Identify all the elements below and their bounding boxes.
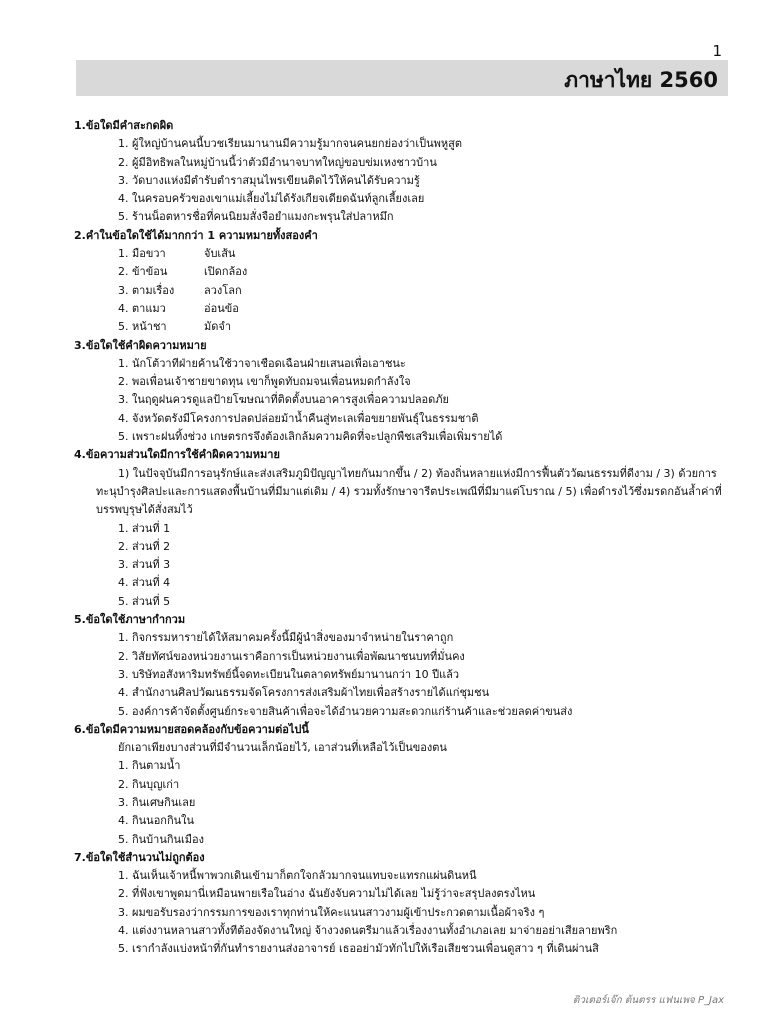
option-text: ร้านน็อตหารชื่อที่คนนิยมสั่งจือยำแมงกะพรุนใส่ปลาหมึก xyxy=(132,210,394,224)
question-text: ข้อใดใช้ภาษากำกวม xyxy=(85,613,186,627)
passage-line: บรรพบุรุษได้สั่งสมไว้ xyxy=(96,503,193,517)
option xyxy=(0,520,768,538)
option-text: สำนักงานศิลปวัฒนธรรมจัดโครงการส่งเสริมผ้าไทยเพื่อสร้างรายได้แก่ชุมชน xyxy=(132,686,490,700)
option-number: 5. xyxy=(118,704,129,718)
option-word-a: ตาแมว xyxy=(132,301,166,315)
question-text: คำในข้อใดใช้ได้มากกว่า 1 ความหมายทั้งสองคำ xyxy=(85,228,318,242)
question-1 xyxy=(0,117,768,135)
question-4 xyxy=(0,446,768,464)
option-text: กิจกรรมหารายได้ให้สมาคมครั้งนี้มีผู้นำสิ่งของมาจำหน่ายในราคาถูก xyxy=(132,631,454,645)
option xyxy=(0,812,768,830)
option-word-a: หน้าชา xyxy=(132,320,167,334)
options-q6 xyxy=(0,757,768,848)
option-number: 1. xyxy=(118,759,129,773)
option-word-b: เปิดกล้อง xyxy=(204,265,248,279)
question-2 xyxy=(0,227,768,245)
option-number: 5. xyxy=(118,320,129,334)
option xyxy=(0,922,768,940)
option-pair xyxy=(0,300,768,318)
option xyxy=(0,135,768,153)
options-q4 xyxy=(0,520,768,611)
option-number: 2. xyxy=(118,265,129,279)
question-number: 4. xyxy=(74,448,86,462)
options-q7 xyxy=(0,867,768,958)
option xyxy=(0,593,768,611)
option-text: ส่วนที่ 1 xyxy=(132,521,171,535)
option xyxy=(0,648,768,666)
option xyxy=(0,684,768,702)
question-text: ข้อใดมีความหมายสอดคล้องกับข้อความต่อไปนี้ xyxy=(85,722,309,736)
option xyxy=(0,172,768,190)
option-word-b: อ่อนข้อ xyxy=(204,301,239,315)
option-text: แต่งงานหลานสาวทั้งทีต้องจัดงานใหญ่ จ้างวงดนตรีมาแล้วเรื่องงานทั้งอำเภอเลย มาจ่ายอย่าเสียลายพริก xyxy=(132,924,618,938)
option-text: ส่วนที่ 4 xyxy=(132,576,171,590)
option-text: ส่วนที่ 5 xyxy=(132,594,171,608)
option-number: 4. xyxy=(118,686,129,700)
option-number: 1. xyxy=(118,521,129,535)
option-number: 3. xyxy=(118,173,129,187)
option xyxy=(0,885,768,903)
option-number: 1. xyxy=(118,869,129,883)
question-3 xyxy=(0,337,768,355)
option-number: 5. xyxy=(118,832,129,846)
question-stem: ยักเอาเพียงบางส่วนที่มีจำนวนเล็กน้อยไว้, เอาส่วนที่เหลือไว้เป็นของตน xyxy=(118,741,447,755)
option xyxy=(0,190,768,208)
option-number: 3. xyxy=(118,905,129,919)
option xyxy=(0,538,768,556)
options-q2 xyxy=(0,245,768,336)
option-word-b: มัดจำ xyxy=(204,320,232,334)
question-text: ข้อใดใช้สำนวนไม่ถูกต้อง xyxy=(85,850,205,864)
option xyxy=(0,776,768,794)
option xyxy=(0,940,768,958)
option-text: ที่ฟังเขาพูดมานี่เหมือนพายเรือในอ่าง ฉันยังจับความไม่ได้เลย ไม่รู้ว่าจะสรุปลงตรงไหน xyxy=(132,887,536,901)
options-q1 xyxy=(0,135,768,226)
option xyxy=(0,391,768,409)
option-word-a: มือขวา xyxy=(132,247,166,261)
option-text: พอเพื่อนเจ้าชายขาดทุน เขาก็พูดทับถมจนเพื่อนหมดกำลังใจ xyxy=(132,375,411,389)
option xyxy=(0,794,768,812)
question-number: 2. xyxy=(74,228,86,242)
option-number: 3. xyxy=(118,558,129,572)
question-6 xyxy=(0,721,768,739)
option-number: 5. xyxy=(118,210,129,224)
option-number: 5. xyxy=(118,942,129,956)
option xyxy=(0,355,768,373)
option-text: วัดบางแห่งมีตำรับตำราสมุนไพรเขียนติดไว้ให้คนได้รับความรู้ xyxy=(132,173,420,187)
option-number: 2. xyxy=(118,649,129,663)
option xyxy=(0,757,768,775)
option-number: 3. xyxy=(118,795,129,809)
option-text: ผู้มีอิทธิพลในหมู่บ้านนี้ว่าตัวมีอำนาจบาทใหญ่ขอบข่มเหงชาวบ้าน xyxy=(132,155,437,169)
option-word-b: จับเส้น xyxy=(204,247,236,261)
passage xyxy=(0,465,768,520)
option-pair xyxy=(0,263,768,281)
option-number: 3. xyxy=(118,283,129,297)
question-number: 7. xyxy=(74,850,86,864)
option-number: 4. xyxy=(118,814,129,828)
page-number: 1 xyxy=(712,42,722,60)
option-text: เพราะฝนทิ้งช่วง เกษตรกรจึงต้องเลิกล้มความคิดที่จะปลูกพืชเสริมเพื่อเพิ่มรายได้ xyxy=(132,430,503,444)
option-pair xyxy=(0,318,768,336)
option-number: 3. xyxy=(118,667,129,681)
options-q3 xyxy=(0,355,768,446)
option-number: 2. xyxy=(118,155,129,169)
question-text: ข้อใดมีคำสะกดผิด xyxy=(85,119,174,132)
option-text: กินบุญเก่า xyxy=(132,777,180,791)
question-text: ข้อความส่วนใดมีการใช้คำผิดความหมาย xyxy=(85,448,280,462)
option-number: 2. xyxy=(118,887,129,901)
option xyxy=(0,410,768,428)
option-word-b: ลวงโลก xyxy=(204,283,242,297)
option-text: เรากำลังแบ่งหน้าที่กันทำรายงานส่งอาจารย์ เธออย่ามัวทักไปให้เรือเสียชวนเพื่อนดูสาว ๆ ที่เดินผ่านสิ xyxy=(132,942,599,956)
option-number: 1. xyxy=(118,137,129,151)
option-pair xyxy=(0,282,768,300)
option-text: องค์การค้าจัดตั้งศูนย์กระจายสินค้าเพื่อจะได้อำนวยความสะดวกแก่ร้านค้าและช่วยลดค่าขนส่ง xyxy=(132,704,573,718)
option-text: ผมขอรับรองว่ากรรมการของเราทุกท่านให้คะแนนสาวงามผู้เข้าประกวดตามเนื้อผ้าจริง ๆ xyxy=(132,905,545,919)
option-text: กินตามน้ำ xyxy=(132,759,181,773)
option-pair xyxy=(0,245,768,263)
option-number: 1. xyxy=(118,631,129,645)
option xyxy=(0,208,768,226)
option-text: ฉันเห็นเจ้าหนี้พาพวกเดินเข้ามาก็ตกใจกลัวมากจนแทบจะแทรกแผ่นดินหนี xyxy=(132,869,477,883)
option-number: 4. xyxy=(118,576,129,590)
option xyxy=(0,556,768,574)
title-banner xyxy=(76,60,728,96)
option-word-a: ตามเรื่อง xyxy=(132,283,175,297)
question-list xyxy=(0,117,768,959)
question-5 xyxy=(0,611,768,629)
option-text: นักโต้วาทีฝ่ายค้านใช้วาจาเชือดเฉือนฝ่ายเสนอเพื่อเอาชนะ xyxy=(132,356,406,370)
option-number: 2. xyxy=(118,777,129,791)
option-number: 5. xyxy=(118,594,129,608)
option xyxy=(0,867,768,885)
option-text: ส่วนที่ 2 xyxy=(132,539,171,553)
option-number: 4. xyxy=(118,192,129,206)
options-q5 xyxy=(0,629,768,720)
question-7 xyxy=(0,849,768,867)
option-number: 4. xyxy=(118,411,129,425)
option-text: กินนอกกินใน xyxy=(132,814,195,828)
option-text: กินบ้านกินเมือง xyxy=(132,832,205,846)
option-text: บริษัทอสังหาริมทรัพย์นี้จดทะเบียนในตลาดทรัพย์มานานกว่า 10 ปีแล้ว xyxy=(132,667,460,681)
option-number: 5. xyxy=(118,430,129,444)
option-text: ผู้ใหญ่บ้านคนนี้บวชเรียนมานานมีความรู้มากจนคนยกย่องว่าเป็นพหูสูต xyxy=(132,137,462,151)
question-number: 3. xyxy=(74,338,86,352)
option-text: ส่วนที่ 3 xyxy=(132,558,171,572)
option-number: 4. xyxy=(118,301,129,315)
option-text: ในฤดูฝนควรดูแลป้ายโฆษณาที่ติดตั้งบนอาคารสูงเพื่อความปลอดภัย xyxy=(132,393,450,407)
option-number: 2. xyxy=(118,539,129,553)
passage-line: ทะนุบำรุงศิลปะและการแสดงพื้นบ้านที่มีมาแต่เดิม / 4) รวมทั้งรักษาจารีตประเพณีที่มีมาแต่โบราณ / 5) เพื่อดำรงไว้ซึ่งมรดกอันล้ำค่าที่ xyxy=(96,484,722,498)
option-number: 2. xyxy=(118,375,129,389)
page-title: ภาษาไทย 2560 xyxy=(564,68,718,92)
option xyxy=(0,574,768,592)
option-text: ในครอบครัวของเขาแม่เลี้ยงไม่ได้รังเกียจเดียดฉันท์ลูกเลี้ยงเลย xyxy=(132,192,425,206)
passage-line: 1) ในปัจจุบันมีการอนุรักษ์และส่งเสริมภูมิปัญญาไทยกันมากขึ้น / 2) ท้องถิ่นหลายแห่งมีการฟื้นตัววัฒนธรรมที่ดีงาม / 3) ด้วยการ xyxy=(118,466,717,480)
option xyxy=(0,904,768,922)
option-text: กินเศษกินเลย xyxy=(132,795,196,809)
question-number: 1. xyxy=(74,119,86,132)
option xyxy=(0,831,768,849)
option-number: 3. xyxy=(118,393,129,407)
option-text: วิสัยทัศน์ของหน่วยงานเราคือการเป็นหน่วยงานเพื่อพัฒนาชนบทที่มั่นคง xyxy=(132,649,465,663)
question-number: 6. xyxy=(74,722,86,736)
option-word-a: ข้าข้อน xyxy=(132,265,168,279)
option xyxy=(0,629,768,647)
option-text: จังหวัดตรังมีโครงการปลดปล่อยม้าน้ำคืนสู่ทะเลเพื่อขยายพันธุ์ในธรรมชาติ xyxy=(132,411,479,425)
option xyxy=(0,666,768,684)
option xyxy=(0,703,768,721)
option xyxy=(0,428,768,446)
option-number: 4. xyxy=(118,924,129,938)
option xyxy=(0,154,768,172)
option xyxy=(0,373,768,391)
question-text: ข้อใดใช้คำผิดความหมาย xyxy=(85,338,207,352)
option-number: 1. xyxy=(118,247,129,261)
option-number: 1. xyxy=(118,356,129,370)
footer-credit: ติวเตอร์เจ๊ก ต้นตรร แฟนเพจ P_Jax xyxy=(572,995,724,1006)
question-number: 5. xyxy=(74,613,86,627)
